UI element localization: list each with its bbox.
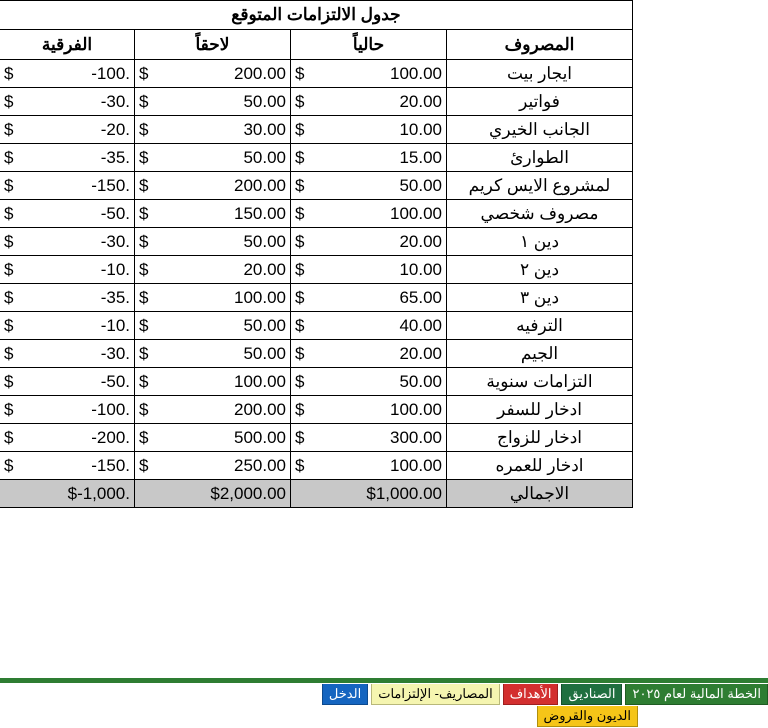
amount-value: -100. [91,63,130,83]
amount-value: -200. [91,427,130,447]
amount-later-cell[interactable] [135,424,291,452]
currency-symbol: $ [295,455,305,475]
currency-symbol: $ [139,287,149,307]
currency-symbol: $ [139,63,149,83]
amount-difference-cell[interactable] [0,200,135,228]
amount-now-cell[interactable] [291,116,447,144]
amount-value: 10.00 [399,259,442,279]
amount-difference-cell[interactable] [0,144,135,172]
total-later-cell[interactable] [135,480,291,508]
amount-value: 50.00 [399,175,442,195]
expense-name-cell[interactable]: ادخار للسفر [447,396,633,424]
expense-name-cell[interactable]: ايجار بيت [447,60,633,88]
amount-later-cell[interactable] [135,340,291,368]
table-row [0,228,633,256]
amount-value: 250.00 [234,455,286,475]
amount-value: 200.00 [234,63,286,83]
amount-value: 100.00 [390,203,442,223]
amount-value: 50.00 [243,231,286,251]
amount-now-cell[interactable] [291,396,447,424]
currency-symbol: $ [3,455,14,475]
currency-symbol: $ [3,399,14,419]
currency-symbol: $ [139,119,149,139]
tab-financial-plan[interactable]: الخطة المالية لعام ٢٠٢٥ [625,684,768,705]
amount-later-cell[interactable] [135,60,291,88]
amount-difference-cell[interactable] [0,424,135,452]
amount-later-cell[interactable] [135,312,291,340]
total-label-cell: الاجمالي [447,480,633,508]
currency-symbol: $ [3,427,14,447]
currency-symbol: $ [295,287,305,307]
amount-difference-cell[interactable] [0,396,135,424]
currency-symbol: $ [295,147,305,167]
tab-debts-loans[interactable]: الديون والقروض [537,706,638,727]
amount-value: 20.00 [399,231,442,251]
amount-value: 50.00 [243,315,286,335]
tab-expenses[interactable]: المصاريف- الإلتزامات [371,684,499,705]
amount-value: 65.00 [399,287,442,307]
expense-name-cell[interactable]: دين ٢ [447,256,633,284]
currency-symbol: $ [295,119,305,139]
currency-symbol: $ [295,63,305,83]
currency-symbol: $ [3,287,14,307]
amount-now-cell[interactable] [291,200,447,228]
currency-symbol: $ [295,175,305,195]
currency-symbol: $ [139,455,149,475]
column-header-difference[interactable]: الفرقية [0,30,135,60]
amount-now-cell[interactable] [291,256,447,284]
currency-symbol: $ [3,119,14,139]
table-row [0,424,633,452]
amount-value: 40.00 [399,315,442,335]
currency-symbol: $ [139,371,149,391]
tab-income[interactable]: الدخل [322,684,368,705]
amount-value: 100.00 [390,63,442,83]
amount-later-cell[interactable] [135,200,291,228]
amount-value: -30. [100,343,130,363]
table-row [0,172,633,200]
currency-symbol: $ [139,91,149,111]
amount-later-cell[interactable] [135,396,291,424]
total-difference-cell[interactable] [0,480,135,508]
amount-difference-cell[interactable] [0,340,135,368]
currency-symbol: $ [3,203,14,223]
expense-name-cell[interactable]: فواتير [447,88,633,116]
table-row [0,284,633,312]
expense-name-cell[interactable]: ادخار للزواج [447,424,633,452]
expense-name-cell[interactable]: دين ٣ [447,284,633,312]
table-row [0,396,633,424]
amount-later-cell[interactable] [135,116,291,144]
currency-symbol: $ [3,315,14,335]
table-row [0,312,633,340]
amount-difference-cell[interactable] [0,312,135,340]
amount-now-cell[interactable] [291,228,447,256]
amount-difference-cell[interactable] [0,284,135,312]
amount-now-cell[interactable] [291,284,447,312]
currency-symbol: $ [3,63,14,83]
column-header-now[interactable]: حالياً [291,30,447,60]
amount-difference-cell[interactable] [0,452,135,480]
currency-symbol: $ [295,259,305,279]
amount-value: 15.00 [399,147,442,167]
expense-name-cell[interactable]: التزامات سنوية [447,368,633,396]
expense-name-cell[interactable]: الطوارئ [447,144,633,172]
currency-symbol: $ [139,231,149,251]
currency-symbol: $ [295,399,305,419]
amount-now-cell[interactable] [291,340,447,368]
sheet-tab-row-secondary [537,706,638,727]
amount-value: -50. [100,371,130,391]
currency-symbol: $ [139,399,149,419]
table-row [0,60,633,88]
amount-value: 100.00 [234,287,286,307]
amount-now-cell[interactable] [291,144,447,172]
currency-symbol: $ [3,91,14,111]
amount-now-cell[interactable] [291,424,447,452]
table-row [0,88,633,116]
tab-funds[interactable]: الصناديق [561,684,622,705]
amount-value: 50.00 [243,91,286,111]
amount-value: -150. [91,455,130,475]
amount-value: -50. [100,203,130,223]
amount-value: 100.00 [390,455,442,475]
amount-value: 20.00 [399,343,442,363]
table-header-row [0,30,633,60]
table-body [0,1,633,508]
amount-value: 150.00 [234,203,286,223]
currency-symbol: $ [3,343,14,363]
expense-name-cell[interactable]: دين ١ [447,228,633,256]
table-row [0,144,633,172]
currency-symbol: $ [139,315,149,335]
amount-value: 500.00 [234,427,286,447]
currency-symbol: $ [3,231,14,251]
total-value: $2,000.00 [210,483,286,503]
amount-now-cell[interactable] [291,172,447,200]
amount-value: 100.00 [234,371,286,391]
currency-symbol: $ [139,427,149,447]
currency-symbol: $ [295,203,305,223]
amount-value: 30.00 [243,119,286,139]
total-value: $-1,000. [67,483,130,503]
currency-symbol: $ [3,259,14,279]
currency-symbol: $ [295,91,305,111]
table-row [0,340,633,368]
amount-now-cell[interactable] [291,88,447,116]
amount-difference-cell[interactable] [0,172,135,200]
currency-symbol: $ [295,427,305,447]
currency-symbol: $ [139,175,149,195]
amount-value: -30. [100,231,130,251]
amount-difference-cell[interactable] [0,88,135,116]
table-title-row [0,1,633,30]
amount-later-cell[interactable] [135,452,291,480]
expense-name-cell[interactable]: الجيم [447,340,633,368]
currency-symbol: $ [295,315,305,335]
amount-value: -100. [91,399,130,419]
amount-value: 50.00 [243,343,286,363]
amount-difference-cell[interactable] [0,116,135,144]
amount-value: 200.00 [234,175,286,195]
amount-value: 300.00 [390,427,442,447]
amount-difference-cell[interactable] [0,228,135,256]
amount-later-cell[interactable] [135,88,291,116]
amount-value: -35. [100,287,130,307]
amount-value: 50.00 [243,147,286,167]
amount-later-cell[interactable] [135,284,291,312]
currency-symbol: $ [139,203,149,223]
amount-value: -10. [100,315,130,335]
column-header-expense[interactable]: المصروف [447,30,633,60]
amount-later-cell[interactable] [135,172,291,200]
amount-difference-cell[interactable] [0,368,135,396]
currency-symbol: $ [139,343,149,363]
amount-difference-cell[interactable] [0,60,135,88]
amount-value: 10.00 [399,119,442,139]
currency-symbol: $ [139,259,149,279]
amount-later-cell[interactable] [135,144,291,172]
amount-value: -30. [100,91,130,111]
table-title: جدول الالتزامات المتوقع [0,1,633,30]
amount-now-cell[interactable] [291,60,447,88]
amount-later-cell[interactable] [135,256,291,284]
total-now-cell[interactable] [291,480,447,508]
column-header-later[interactable]: لاحقاً [135,30,291,60]
table-row [0,200,633,228]
currency-symbol: $ [139,147,149,167]
table-row [0,256,633,284]
total-value: $1,000.00 [366,483,442,503]
amount-value: 100.00 [390,399,442,419]
currency-symbol: $ [3,147,14,167]
currency-symbol: $ [3,175,14,195]
expense-name-cell[interactable]: ادخار للعمره [447,452,633,480]
sheet-tab-bar [0,683,768,728]
amount-value: -20. [100,119,130,139]
table-total-row [0,480,633,508]
amount-now-cell[interactable] [291,368,447,396]
table-row [0,368,633,396]
amount-value: 200.00 [234,399,286,419]
amount-now-cell[interactable] [291,452,447,480]
tab-goals[interactable]: الأهداف [503,684,559,705]
expense-name-cell[interactable]: لمشروع الايس كريم [447,172,633,200]
amount-difference-cell[interactable] [0,256,135,284]
amount-now-cell[interactable] [291,312,447,340]
amount-later-cell[interactable] [135,228,291,256]
expense-name-cell[interactable]: الجانب الخيري [447,116,633,144]
amount-value: -10. [100,259,130,279]
amount-value: -150. [91,175,130,195]
expense-name-cell[interactable]: الترفيه [447,312,633,340]
table-row [0,116,633,144]
currency-symbol: $ [295,371,305,391]
currency-symbol: $ [3,371,14,391]
amount-value: 20.00 [399,91,442,111]
amount-later-cell[interactable] [135,368,291,396]
amount-value: 50.00 [399,371,442,391]
currency-symbol: $ [295,343,305,363]
sheet-tab-row-primary [322,684,768,705]
amount-value: 20.00 [243,259,286,279]
amount-value: -35. [100,147,130,167]
currency-symbol: $ [295,231,305,251]
expense-name-cell[interactable]: مصروف شخصي [447,200,633,228]
table-row [0,452,633,480]
